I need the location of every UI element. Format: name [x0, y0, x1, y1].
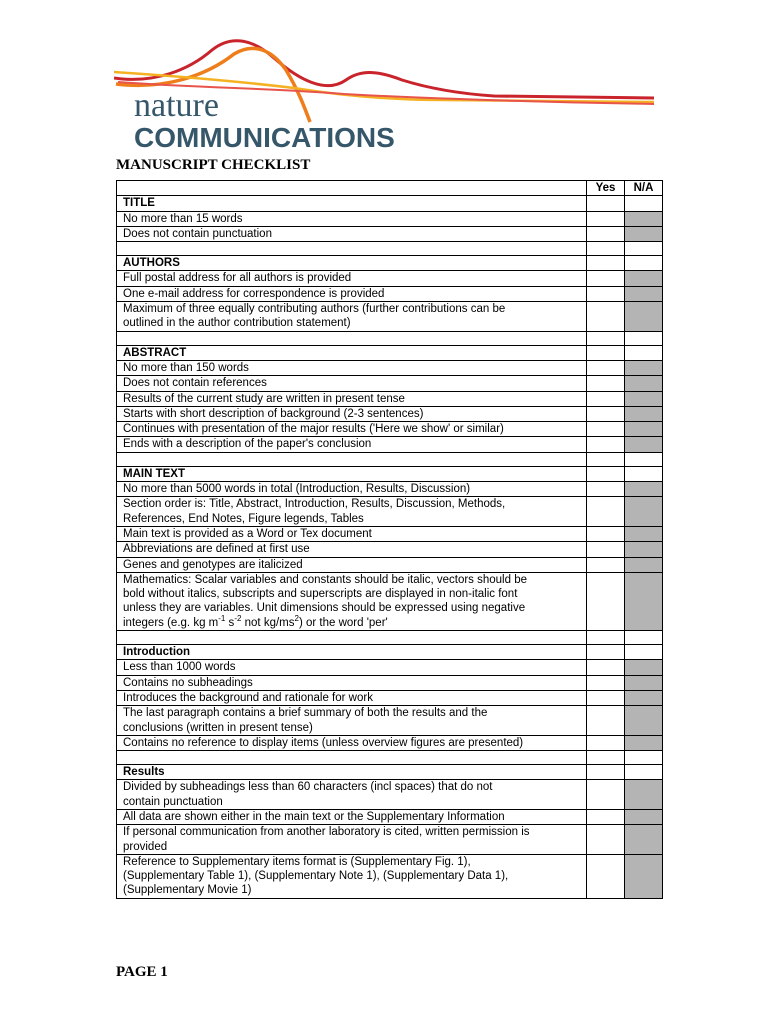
na-checkbox-cell[interactable]: [625, 809, 663, 824]
spacer-cell: [587, 242, 625, 256]
yes-checkbox-cell[interactable]: [587, 482, 625, 497]
item-line: provided: [123, 840, 168, 853]
na-checkbox-cell[interactable]: [625, 466, 663, 481]
na-checkbox-cell[interactable]: [625, 226, 663, 241]
item-line: contain punctuation: [123, 795, 223, 808]
na-checkbox-cell[interactable]: [625, 825, 663, 855]
item-line: Mathematics: Scalar variables and constants should be italic, vectors should be: [123, 573, 527, 586]
spacer-cell: [587, 751, 625, 765]
na-checkbox-cell[interactable]: [625, 735, 663, 750]
na-checkbox-cell[interactable]: [625, 497, 663, 527]
item-line: Reference to Supplementary items format is (Supplementary Fig. 1),: [123, 855, 471, 868]
yes-checkbox-cell[interactable]: [587, 557, 625, 572]
item-line: Contains no reference to display items (unless overview figures are presented): [123, 736, 524, 749]
item-line: Continues with presentation of the major results ('Here we show' or similar): [123, 423, 504, 436]
yes-checkbox-cell[interactable]: [587, 765, 625, 780]
checklist-item-text: [117, 557, 587, 572]
na-checkbox-cell[interactable]: [625, 557, 663, 572]
spacer-row: [117, 452, 663, 466]
checklist-item-row: [117, 406, 663, 421]
checklist-item-row: [117, 690, 663, 705]
checklist-item-row: [117, 854, 663, 898]
checklist-item-text: [117, 825, 587, 855]
na-checkbox-cell[interactable]: [625, 302, 663, 332]
checklist-item-text: [117, 422, 587, 437]
text-fragment: not kg/ms: [241, 616, 295, 629]
section-heading-row: [117, 256, 663, 271]
spacer-cell: [117, 751, 587, 765]
item-line: No more than 5000 words in total (Introduction, Results, Discussion): [123, 483, 471, 496]
checklist-item-row: [117, 675, 663, 690]
checklist-item-row: [117, 735, 663, 750]
yes-checkbox-cell[interactable]: [587, 286, 625, 301]
section-heading: AUTHORS: [117, 256, 587, 271]
item-line: Abbreviations are defined at first use: [123, 543, 310, 556]
checklist-item-text: [117, 406, 587, 421]
na-checkbox-cell[interactable]: [625, 422, 663, 437]
checklist-item-row: [117, 706, 663, 736]
spacer-cell: [117, 331, 587, 345]
spacer-row: [117, 331, 663, 345]
item-line: Divided by subheadings less than 60 characters (incl spaces) that do not: [123, 781, 493, 794]
yes-checkbox-cell[interactable]: [587, 226, 625, 241]
checklist-item-text: [117, 572, 587, 630]
yes-checkbox-cell[interactable]: [587, 735, 625, 750]
item-line: unless they are variables. Unit dimensions should be expressed using negative: [123, 602, 526, 615]
item-line: Contains no subheadings: [123, 676, 253, 689]
text-fragment: ) or the word 'per': [298, 616, 388, 629]
spacer-row: [117, 751, 663, 765]
spacer-cell: [117, 452, 587, 466]
page-number: PAGE 1: [116, 964, 168, 980]
yes-checkbox-cell[interactable]: [587, 437, 625, 452]
item-line: No more than 150 words: [123, 361, 249, 374]
yes-checkbox-cell[interactable]: [587, 497, 625, 527]
yes-checkbox-cell[interactable]: [587, 196, 625, 211]
checklist-item-row: [117, 211, 663, 226]
na-checkbox-cell[interactable]: [625, 360, 663, 375]
checklist-item-row: [117, 497, 663, 527]
checklist-item-row: [117, 809, 663, 824]
checklist-item-row: [117, 526, 663, 541]
spacer-cell: [625, 331, 663, 345]
spacer-cell: [587, 631, 625, 645]
spacer-cell: [117, 242, 587, 256]
na-checkbox-cell[interactable]: [625, 660, 663, 675]
na-checkbox-cell[interactable]: [625, 675, 663, 690]
spacer-cell: [117, 631, 587, 645]
yes-checkbox-cell[interactable]: [587, 660, 625, 675]
spacer-row: [117, 242, 663, 256]
item-line: No more than 15 words: [123, 212, 243, 225]
item-line: Genes and genotypes are italicized: [123, 558, 303, 571]
checklist-item-row: [117, 660, 663, 675]
na-checkbox-cell[interactable]: [625, 572, 663, 630]
superscript: 2: [294, 613, 299, 623]
item-line: Maximum of three equally contributing authors (further contributions can be: [123, 303, 506, 316]
checklist-item-text: [117, 391, 587, 406]
yes-checkbox-cell[interactable]: [587, 572, 625, 630]
item-line: Less than 1000 words: [123, 661, 236, 674]
na-checkbox-cell[interactable]: [625, 765, 663, 780]
item-line: outlined in the author contribution statement): [123, 317, 351, 330]
checklist-item-text: [117, 780, 587, 810]
item-line: One e-mail address for correspondence is provided: [123, 287, 385, 300]
yes-checkbox-cell[interactable]: [587, 391, 625, 406]
item-line: (Supplementary Movie 1): [123, 884, 252, 897]
spacer-cell: [625, 751, 663, 765]
table-header-row: [117, 181, 663, 196]
logo-nature-text: nature: [134, 87, 219, 124]
section-heading: ABSTRACT: [117, 345, 587, 360]
na-checkbox-cell[interactable]: [625, 437, 663, 452]
item-line: Results of the current study are written in present tense: [123, 392, 405, 405]
na-checkbox-cell[interactable]: [625, 780, 663, 810]
spacer-cell: [625, 242, 663, 256]
yes-checkbox-cell[interactable]: [587, 302, 625, 332]
na-checkbox-cell[interactable]: [625, 376, 663, 391]
checklist-title: MANUSCRIPT CHECKLIST: [116, 157, 311, 173]
na-checkbox-cell[interactable]: [625, 854, 663, 898]
item-line: Main text is provided as a Word or Tex document: [123, 527, 372, 540]
yes-checkbox-cell[interactable]: [587, 825, 625, 855]
yes-checkbox-cell[interactable]: [587, 466, 625, 481]
na-checkbox-cell[interactable]: [625, 706, 663, 736]
na-checkbox-cell[interactable]: [625, 391, 663, 406]
item-line: The last paragraph contains a brief summary of both the results and the: [123, 707, 488, 720]
spacer-cell: [587, 452, 625, 466]
checklist-item-text: [117, 360, 587, 375]
checklist-item-row: [117, 302, 663, 332]
item-line: conclusions (written in present tense): [123, 721, 313, 734]
checklist-item-row: [117, 572, 663, 630]
yes-checkbox-cell[interactable]: [587, 809, 625, 824]
checklist-item-row: [117, 376, 663, 391]
checklist-item-row: [117, 226, 663, 241]
section-heading-row: [117, 345, 663, 360]
yes-checkbox-cell[interactable]: [587, 780, 625, 810]
section-heading: Results: [117, 765, 587, 780]
column-header-na: N/A: [625, 181, 663, 196]
checklist-item-text: [117, 286, 587, 301]
checklist-table: [116, 180, 663, 899]
logo-communications-text: COMMUNICATIONS: [134, 122, 395, 153]
checklist-item-text: [117, 735, 587, 750]
spacer-cell: [625, 631, 663, 645]
checklist-item-row: [117, 422, 663, 437]
checklist-item-text: [117, 226, 587, 241]
item-line: Does not contain punctuation: [123, 227, 272, 240]
spacer-cell: [587, 331, 625, 345]
yes-checkbox-cell[interactable]: [587, 360, 625, 375]
checklist-item-text: [117, 660, 587, 675]
section-heading: TITLE: [117, 196, 587, 211]
section-heading: MAIN TEXT: [117, 466, 587, 481]
header-blank-cell: [117, 181, 587, 196]
section-heading-row: [117, 645, 663, 660]
checklist-item-text: [117, 809, 587, 824]
na-checkbox-cell[interactable]: [625, 542, 663, 557]
na-checkbox-cell[interactable]: [625, 645, 663, 660]
na-checkbox-cell[interactable]: [625, 256, 663, 271]
na-checkbox-cell[interactable]: [625, 482, 663, 497]
item-line: Full postal address for all authors is provided: [123, 272, 352, 285]
checklist-item-text: [117, 437, 587, 452]
yes-checkbox-cell[interactable]: [587, 422, 625, 437]
yes-checkbox-cell[interactable]: [587, 211, 625, 226]
checklist-item-text: [117, 675, 587, 690]
checklist-item-row: [117, 271, 663, 286]
section-heading: Introduction: [117, 645, 587, 660]
checklist-item-text: [117, 854, 587, 898]
na-checkbox-cell[interactable]: [625, 211, 663, 226]
yes-checkbox-cell[interactable]: [587, 645, 625, 660]
spacer-row: [117, 631, 663, 645]
yes-checkbox-cell[interactable]: [587, 256, 625, 271]
nature-communications-logo: [114, 36, 654, 154]
yes-checkbox-cell[interactable]: [587, 526, 625, 541]
checklist-item-text: [117, 271, 587, 286]
yes-checkbox-cell[interactable]: [587, 706, 625, 736]
yes-checkbox-cell[interactable]: [587, 542, 625, 557]
checklist-item-row: [117, 557, 663, 572]
checklist-item-row: [117, 391, 663, 406]
section-heading-row: [117, 196, 663, 211]
na-checkbox-cell[interactable]: [625, 271, 663, 286]
item-line: bold without italics, subscripts and superscripts are displayed in non-italic font: [123, 588, 518, 601]
yes-checkbox-cell[interactable]: [587, 690, 625, 705]
text-fragment: integers (e.g. kg m: [123, 616, 219, 629]
checklist-item-row: [117, 437, 663, 452]
item-line: If personal communication from another laboratory is cited, written permission is: [123, 826, 530, 839]
yes-checkbox-cell[interactable]: [587, 376, 625, 391]
item-line: All data are shown either in the main text or the Supplementary Information: [123, 810, 505, 823]
yes-checkbox-cell[interactable]: [587, 406, 625, 421]
checklist-item-text: [117, 482, 587, 497]
na-checkbox-cell[interactable]: [625, 526, 663, 541]
checklist-item-row: [117, 360, 663, 375]
item-line: Ends with a description of the paper's conclusion: [123, 438, 372, 451]
na-checkbox-cell[interactable]: [625, 196, 663, 211]
checklist-item-row: [117, 825, 663, 855]
item-line: Starts with short description of background (2-3 sentences): [123, 407, 424, 420]
checklist-item-text: [117, 211, 587, 226]
na-checkbox-cell[interactable]: [625, 690, 663, 705]
item-line: Section order is: Title, Abstract, Introduction, Results, Discussion, Methods,: [123, 498, 506, 511]
item-line: Does not contain references: [123, 377, 267, 390]
yes-checkbox-cell[interactable]: [587, 271, 625, 286]
checklist-item-row: [117, 780, 663, 810]
na-checkbox-cell[interactable]: [625, 345, 663, 360]
spacer-cell: [625, 452, 663, 466]
checklist-item-text: [117, 302, 587, 332]
checklist-item-text: [117, 690, 587, 705]
item-line-math: [123, 613, 586, 630]
item-line: Introduces the background and rationale for work: [123, 691, 373, 704]
item-line: (Supplementary Table 1), (Supplementary Note 1), (Supplementary Data 1),: [123, 870, 509, 883]
checklist-item-row: [117, 286, 663, 301]
item-line: References, End Notes, Figure legends, Tables: [123, 512, 364, 525]
checklist-item-text: [117, 376, 587, 391]
checklist-item-text: [117, 706, 587, 736]
na-checkbox-cell[interactable]: [625, 286, 663, 301]
section-heading-row: [117, 466, 663, 481]
checklist-item-text: [117, 542, 587, 557]
yes-checkbox-cell[interactable]: [587, 345, 625, 360]
na-checkbox-cell[interactable]: [625, 406, 663, 421]
yes-checkbox-cell[interactable]: [587, 854, 625, 898]
checklist-item-text: [117, 526, 587, 541]
text-fragment: s: [225, 616, 235, 629]
superscript: -1: [218, 613, 226, 623]
checklist-item-row: [117, 542, 663, 557]
yes-checkbox-cell[interactable]: [587, 675, 625, 690]
checklist-item-text: [117, 497, 587, 527]
superscript: -2: [234, 613, 242, 623]
checklist-item-row: [117, 482, 663, 497]
column-header-yes: Yes: [587, 181, 625, 196]
section-heading-row: [117, 765, 663, 780]
